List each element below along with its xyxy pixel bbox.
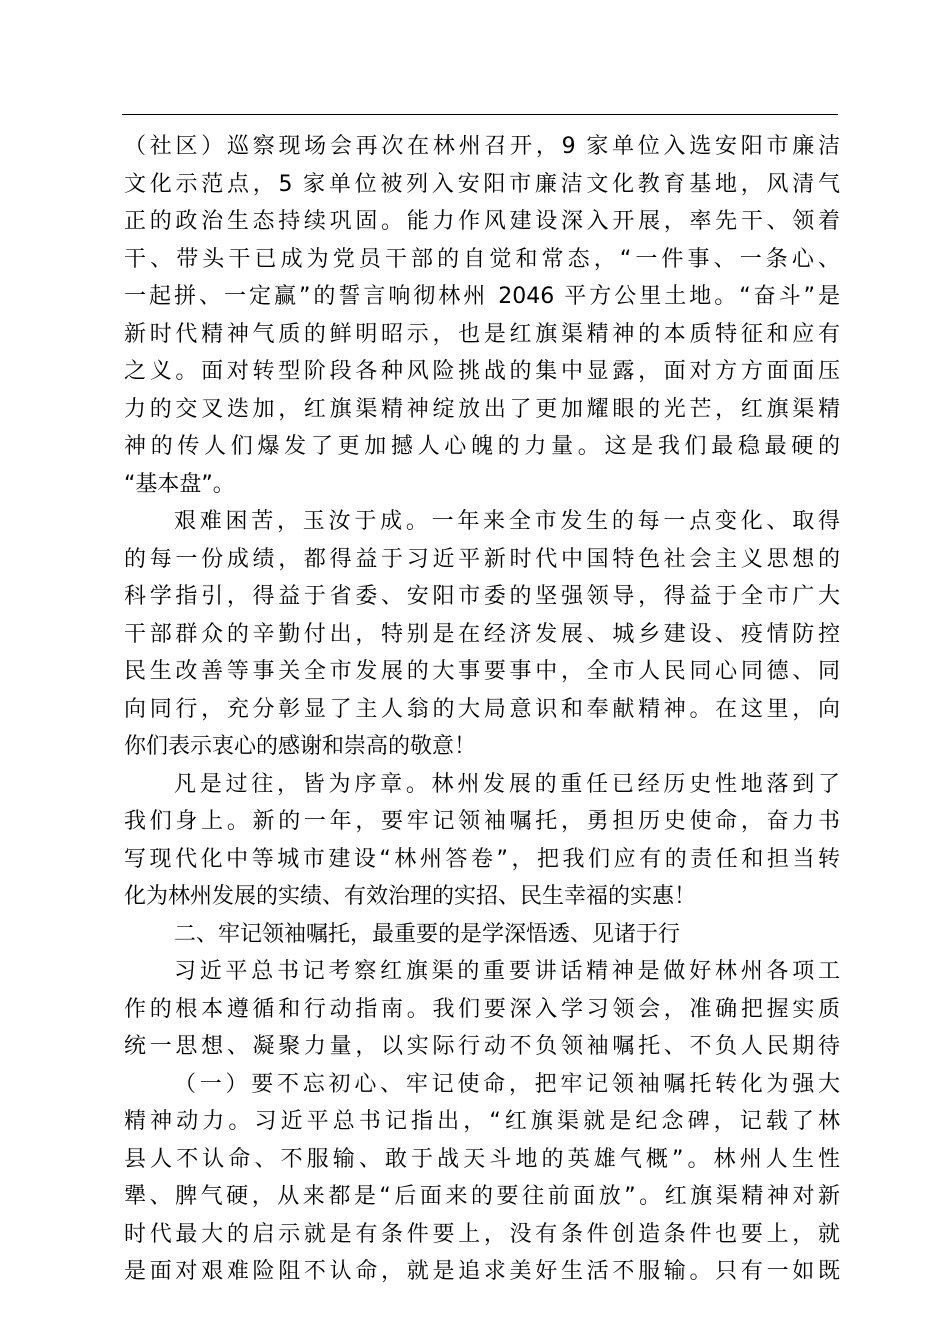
text-line: 二、牢记领袖嘱托，最重要的是学深悟透、见诸于行 (174, 921, 681, 947)
text-line: 之义。面对转型阶段各种风险挑战的集中显露，面对方方面面压 (124, 359, 840, 384)
text-line: 科学指引，得益于省委、安阳市委的坚强领导，得益于全市广大 (124, 584, 840, 609)
text-line: 精神动力。习近平总书记指出，“红旗渠就是纪念碑，记载了林 (124, 1109, 840, 1134)
text-line: 的每一份成绩，都得益于习近平新时代中国特色社会主义思想的 (124, 546, 840, 572)
text-line: 力的交叉迭加，红旗渠精神绽放出了更加耀眼的光芒，红旗渠精 (124, 396, 840, 422)
text-line: 向同行，充分彰显了主人翁的大局意识和奉献精神。在这里，向 (124, 696, 840, 722)
text-line: 民生改善等事关全市发展的大事要事中，全市人民同心同德、同 (124, 659, 840, 684)
text-line: 干、带头干已成为党员干部的自觉和常态，“一件事、一条心、 (124, 246, 840, 272)
text-line: 作的根本遵循和行动指南。我们要深入学习领会，准确把握实质 (124, 996, 840, 1022)
text-line: 化为林州发展的实绩、有效治理的实招、民生幸福的实惠！ (124, 884, 697, 909)
text-line: 一起拼、一定赢”的誓言响彻林州 2046 平方公里土地。“奋斗”是 (124, 284, 840, 309)
text-line: “基本盘”。 (124, 471, 235, 497)
text-line: 统一思想、凝聚力量，以实际行动不负领袖嘱托、不负人民期待 (124, 1034, 840, 1059)
text-line: （一）要不忘初心、牢记使命，把牢记领袖嘱托转化为强大 (174, 1071, 840, 1097)
body-text (124, 128, 840, 1291)
text-line: 干部群众的辛勤付出，特别是在经济发展、城乡建设、疫情防控 (124, 621, 840, 647)
text-line: 新时代精神气质的鲜明昭示，也是红旗渠精神的本质特征和应有 (124, 321, 840, 347)
text-line: 文化示范点，5 家单位被列入安阳市廉洁文化教育基地，风清气 (124, 171, 840, 197)
text-line: 神的传人们爆发了更加撼人心魄的力量。这是我们最稳最硬的 (124, 434, 840, 459)
header-rule (122, 114, 838, 115)
text-line: 是面对艰难险阻不认命，就是追求美好生活不服输。只有一如既 (124, 1259, 840, 1284)
text-line: （社区）巡察现场会再次在林州召开，9 家单位入选安阳市廉洁 (124, 134, 840, 159)
text-line: 县人不认命、不服输、敢于战天斗地的英雄气概”。林州人生性 (124, 1146, 840, 1172)
text-line: 艰难困苦，玉汝于成。一年来全市发生的每一点变化、取得 (174, 509, 840, 534)
text-line: 你们表示衷心的感谢和崇高的敬意！ (124, 734, 477, 759)
text-line: 我们身上。新的一年，要牢记领袖嘱托，勇担历史使命，奋力书 (124, 809, 840, 834)
text-line: 正的政治生态持续巩固。能力作风建设深入开展，率先干、领着 (124, 209, 840, 234)
text-line: 写现代化中等城市建设“林州答卷”，把我们应有的责任和担当转 (124, 846, 840, 872)
text-line: 习近平总书记考察红旗渠的重要讲话精神是做好林州各项工 (174, 959, 840, 984)
text-line: 时代最大的启示就是有条件要上，没有条件创造条件也要上，就 (124, 1221, 840, 1247)
text-line: 犟、脾气硬，从来都是“后面来的要往前面放”。红旗渠精神对新 (124, 1184, 840, 1209)
text-line: 凡是过往，皆为序章。林州发展的重任已经历史性地落到了 (174, 771, 840, 797)
